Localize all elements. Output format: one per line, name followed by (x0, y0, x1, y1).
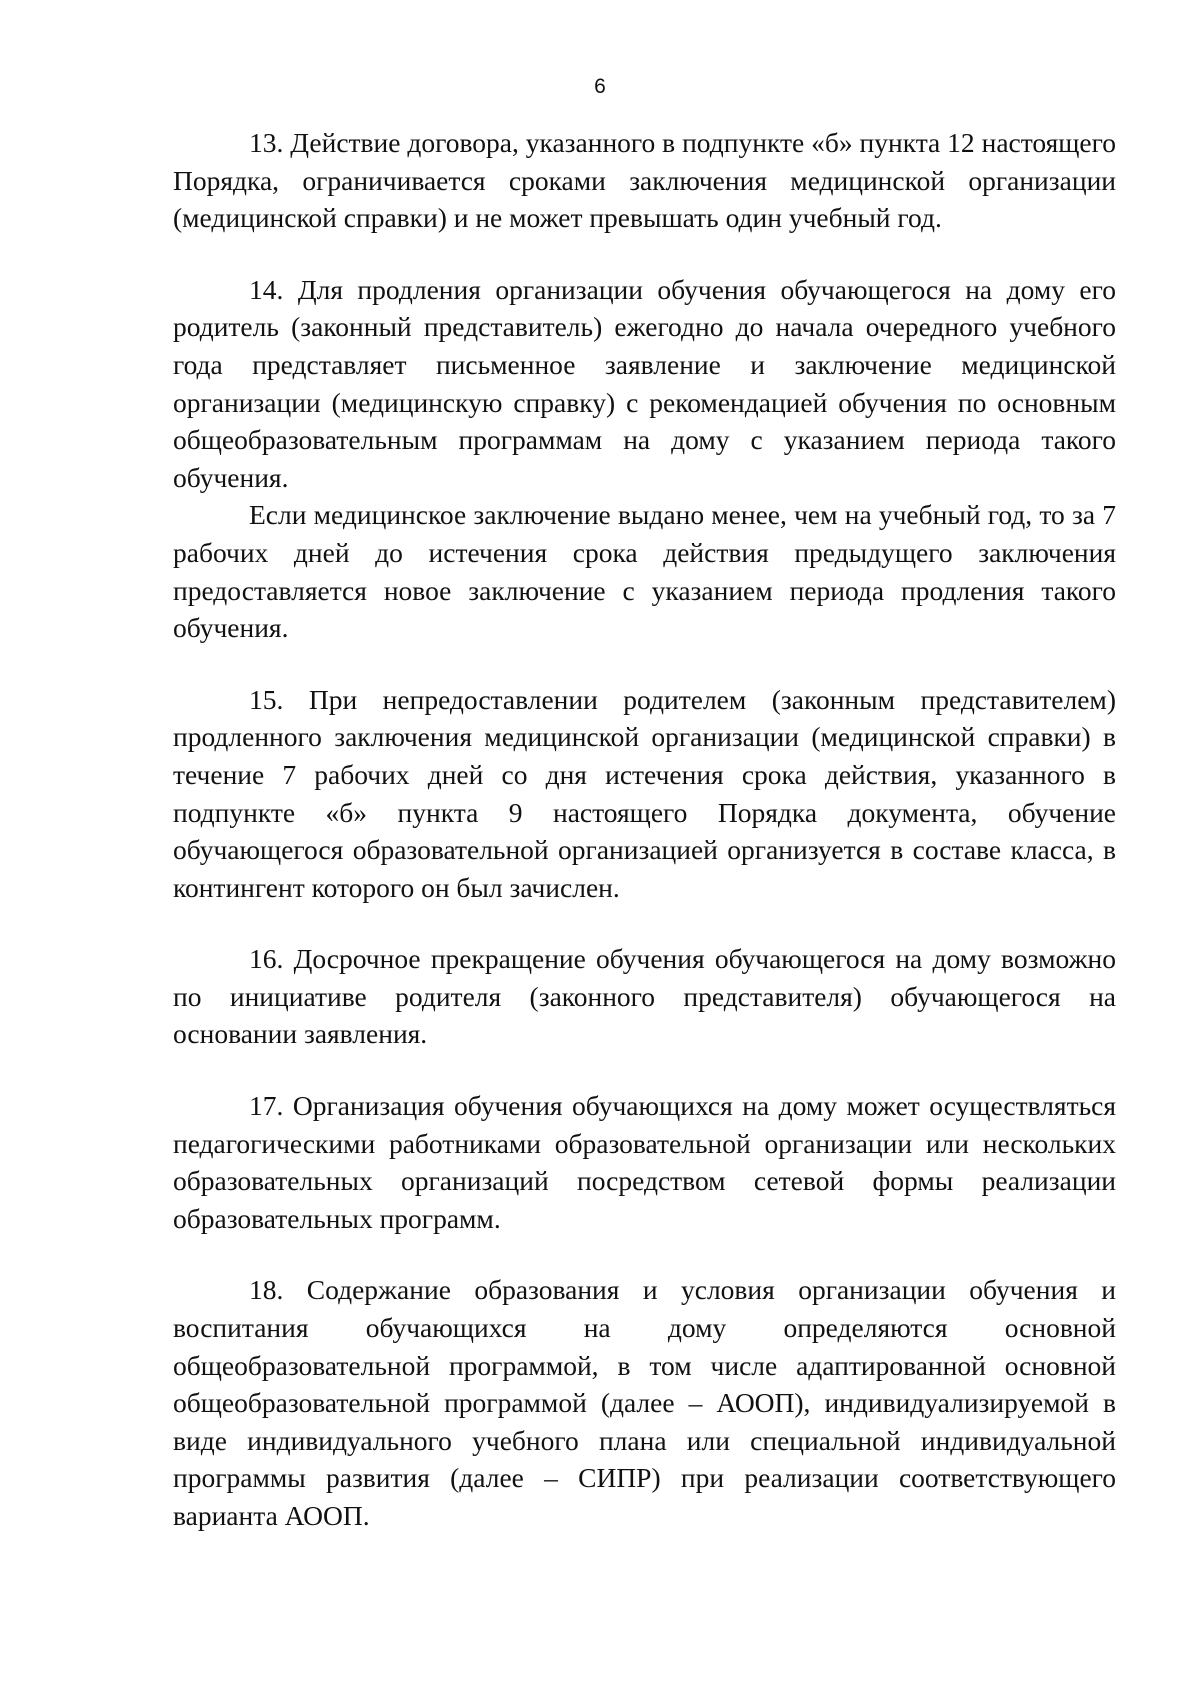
paragraph-16: 16. Досрочное прекращение обучения обучающегося на дому возможно по инициативе родителя (законного представителя) обучающегося на основании заявления. (173, 943, 1116, 1050)
paragraph-14-continuation: Если медицинское заключение выдано менее, чем на учебный год, то за 7 рабочих дней до истечения срока действия предыдущего заключения предоставляется новое заключение с указанием периода продления такого обучения. (173, 499, 1116, 644)
paragraph-17: 17. Организация обучения обучающихся на дому может осуществляться педагогическими работниками образовательной организации или нескольких образовательных организаций посредством сетевой формы реализации образовательных программ. (173, 1090, 1116, 1234)
paragraph-13: 13. Действие договора, указанного в подпункте «б» пункта 12 настоящего Порядка, ограничивается сроками заключения медицинской организации (медицинской справки) и не может превышать один учебный год. (173, 127, 1116, 234)
page-number: 6 (594, 75, 606, 98)
document-body (173, 124, 1116, 1535)
paragraph-15: 15. При непредоставлении родителем (законным представителем) продленного заключения медицинской организации (медицинской справки) в течение 7 рабочих дней со дня истечения срока действия, указанного в подпункте «б» пункта 9 настоящего Порядка документа, обучение обучающегося образовательной организацией организуется в составе класса, в контингент которого он был зачислен. (173, 683, 1116, 903)
paragraph-18: 18. Содержание образования и условия организации обучения и воспитания обучающихся на дому определяются основной общеобразовательной программой, в том числе адаптированной основной общеобразовательной программой (далее – АООП), индивидуализируемой в виде индивидуального учебного плана или специальной индивидуальной программы развития (далее – СИПР) при реализации соответствующего варианта АООП. (173, 1274, 1116, 1531)
paragraph-14: 14. Для продления организации обучения обучающегося на дому его родитель (законный представитель) ежегодно до начала очередного учебного года представляет письменное заявление и заключение медицинской организации (медицинскую справку) с рекомендацией обучения по основным общеобразовательным программам на дому с указанием периода такого обучения. (173, 273, 1116, 493)
